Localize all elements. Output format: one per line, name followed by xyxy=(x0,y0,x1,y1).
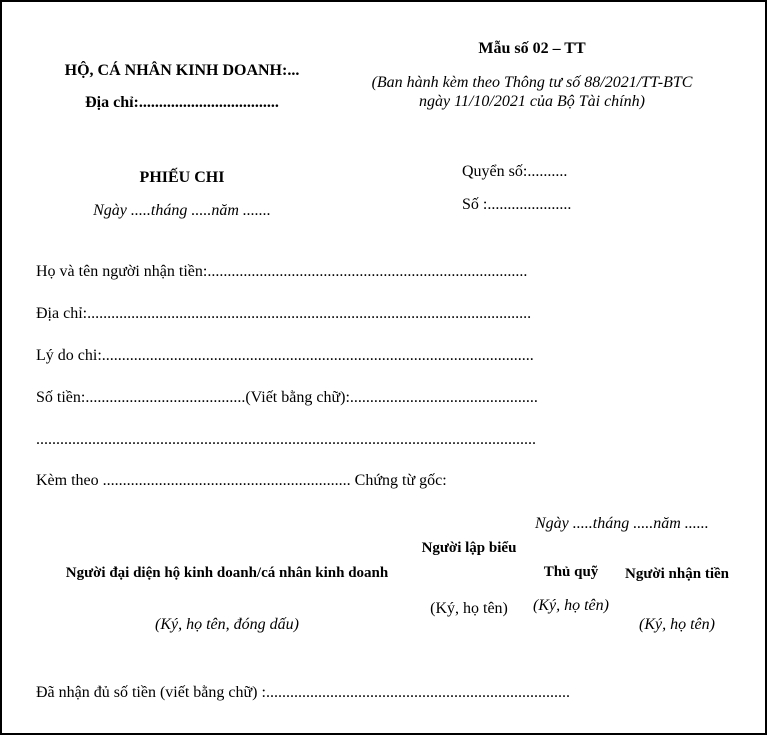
amount-field[interactable]: Số tiền:........................................(Viết bằng chữ):............................................... xyxy=(36,389,538,406)
cashier-signature-note: (Ký, họ tên) xyxy=(533,597,609,614)
recipient-title: Người nhận tiền xyxy=(625,566,729,582)
received-amount-field[interactable]: Đã nhận đủ số tiền (viết bằng chữ) :............................................................................ xyxy=(36,684,570,701)
preparer-title: Người lập biểu xyxy=(421,540,517,556)
signature-date-line: Ngày .....tháng .....năm ...... xyxy=(535,515,709,532)
reason-field[interactable]: Lý do chi:............................................................................................................ xyxy=(36,347,534,364)
voucher-date-line: Ngày .....tháng .....năm ....... xyxy=(93,202,271,219)
cashier-title: Thủ quỹ xyxy=(543,564,599,580)
book-number-field[interactable]: Quyển số:.......... xyxy=(462,163,568,180)
business-name-line: HỘ, CÁ NHÂN KINH DOANH:... xyxy=(64,62,300,79)
issued-by-line-1: (Ban hành kèm theo Thông tư số 88/2021/TT-BTC xyxy=(371,74,693,91)
recipient-name-field[interactable]: Họ và tên người nhận tiền:................................................................................ xyxy=(36,263,528,280)
recipient-address-field[interactable]: Địa chỉ:............................................................................................................... xyxy=(36,305,532,322)
preparer-signature-note: (Ký, họ tên) xyxy=(430,600,508,617)
page-title: PHIẾU CHI xyxy=(139,169,225,186)
business-address-line: Địa chỉ:................................... xyxy=(85,94,279,111)
issued-by-line-2: ngày 11/10/2021 của Bộ Tài chính) xyxy=(419,93,645,110)
representative-signature-note: (Ký, họ tên, đóng dấu) xyxy=(155,616,299,633)
form-number: Mẫu số 02 – TT xyxy=(478,40,586,57)
voucher-number-field[interactable]: Số :..................... xyxy=(462,196,572,213)
amount-continuation-field[interactable]: ............................................................................................................................. xyxy=(36,431,536,448)
attachment-field[interactable]: Kèm theo .............................................................. Chứng từ gốc: xyxy=(36,472,447,489)
recipient-signature-note: (Ký, họ tên) xyxy=(639,616,715,633)
representative-title: Người đại diện hộ kinh doanh/cá nhân kinh doanh xyxy=(65,565,389,581)
